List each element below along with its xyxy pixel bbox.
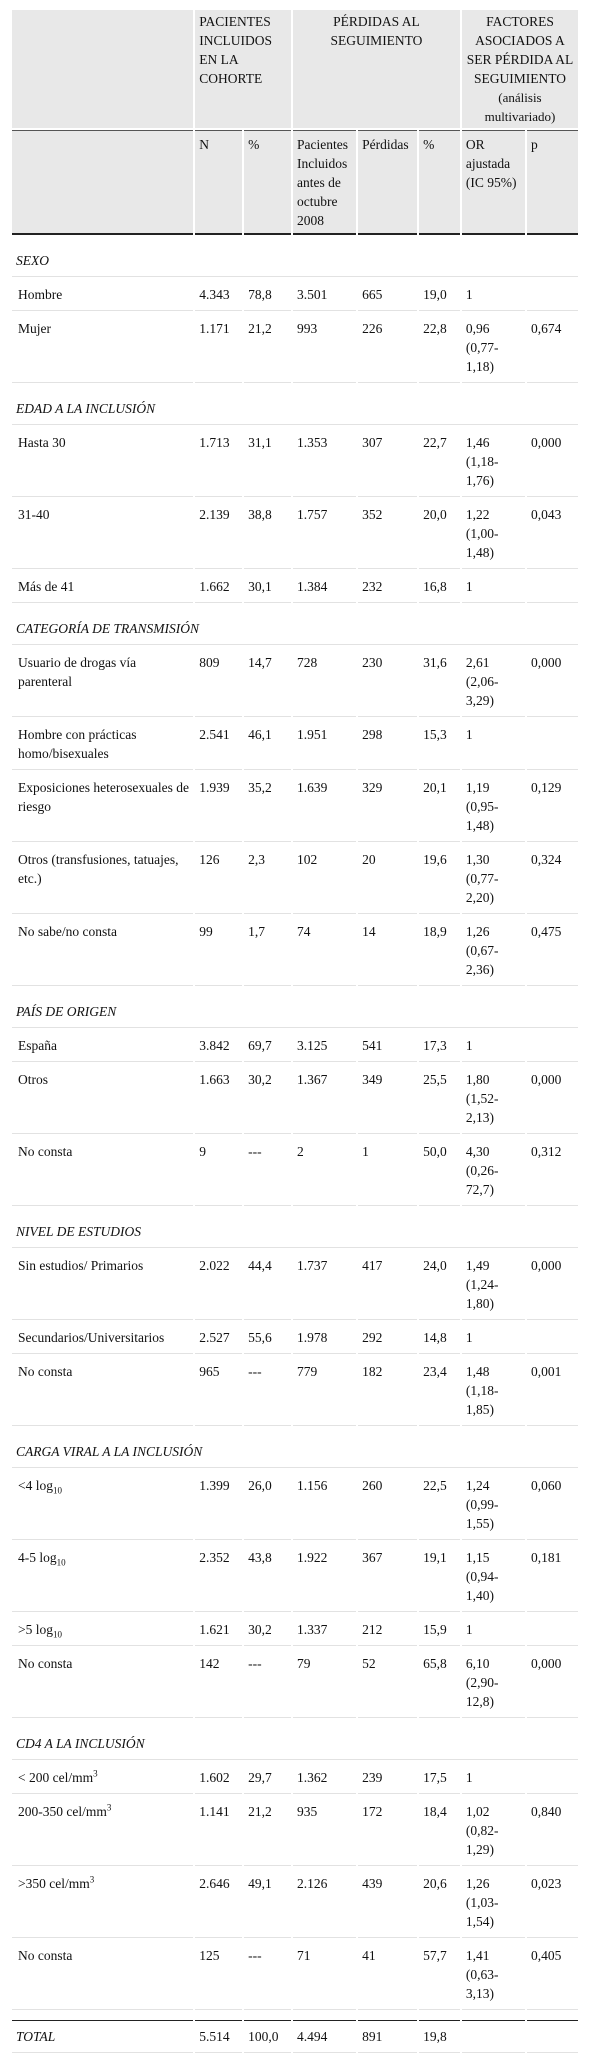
cell-n: 2.352 — [195, 1542, 242, 1612]
cell-p: 0,129 — [527, 772, 578, 842]
gap-cell — [12, 2012, 578, 2018]
cell-n: 2.527 — [195, 1322, 242, 1354]
cell-pct: 38,8 — [244, 499, 291, 569]
table-row — [12, 1762, 578, 1794]
cell-pct2: 15,3 — [419, 719, 460, 770]
total-pct: 100,0 — [244, 2020, 291, 2053]
row-label-superscript: 3 — [93, 1768, 98, 1779]
cell-included: 1.951 — [293, 719, 356, 770]
total-label: TOTAL — [12, 2020, 193, 2053]
cell-losses: 20 — [358, 844, 417, 914]
cell-included: 1.337 — [293, 1614, 356, 1646]
table-row — [12, 1940, 578, 2010]
cell-n: 1.171 — [195, 313, 242, 383]
cell-losses: 230 — [358, 647, 417, 717]
cell-included: 779 — [293, 1356, 356, 1426]
cell-included: 3.125 — [293, 1030, 356, 1062]
cell-losses: 41 — [358, 1940, 417, 2010]
cell-losses: 298 — [358, 719, 417, 770]
header-factors-main: FACTORES ASOCIADOS A SER PÉRDIDA AL SEGUIMIENTO — [466, 14, 574, 86]
cell-pct: 46,1 — [244, 719, 291, 770]
total-row — [12, 2020, 578, 2053]
section-title: CARGA VIRAL A LA INCLUSIÓN — [12, 1436, 578, 1468]
cell-n: 1.939 — [195, 772, 242, 842]
section-title: EDAD A LA INCLUSIÓN — [12, 393, 578, 425]
row-label-subscript: 10 — [53, 1485, 62, 1496]
cell-or: 1 — [462, 1762, 525, 1794]
cell-p: 0,312 — [527, 1136, 578, 1206]
table-row — [12, 279, 578, 311]
row-label: No consta — [12, 1940, 193, 2010]
section-title: CATEGORÍA DE TRANSMISIÓN — [12, 613, 578, 645]
cell-pct: 14,7 — [244, 647, 291, 717]
cell-pct: 1,7 — [244, 916, 291, 986]
row-label: Hasta 30 — [12, 427, 193, 497]
cell-pct: 2,3 — [244, 844, 291, 914]
table-row — [12, 772, 578, 842]
cell-n: 125 — [195, 1940, 242, 2010]
cell-losses: 439 — [358, 1868, 417, 1938]
cell-pct2: 14,8 — [419, 1322, 460, 1354]
cell-or: 1,80 (1,52-2,13) — [462, 1064, 525, 1134]
cell-pct2: 19,1 — [419, 1542, 460, 1612]
cell-included: 1.353 — [293, 427, 356, 497]
section-title-row — [12, 393, 578, 425]
table-row — [12, 1322, 578, 1354]
cell-losses: 367 — [358, 1542, 417, 1612]
cell-included: 1.757 — [293, 499, 356, 569]
cell-or: 1,02 (0,82-1,29) — [462, 1796, 525, 1866]
cell-pct2: 18,9 — [419, 916, 460, 986]
cell-included: 728 — [293, 647, 356, 717]
cell-included: 1.156 — [293, 1470, 356, 1540]
cell-or: 1 — [462, 279, 525, 311]
cell-pct: --- — [244, 1648, 291, 1718]
cell-n: 126 — [195, 844, 242, 914]
row-label: Otros (transfusiones, tatuajes, etc.) — [12, 844, 193, 914]
row-label: Exposiciones heterosexuales de riesgo — [12, 772, 193, 842]
row-label: No sabe/no consta — [12, 916, 193, 986]
cell-losses: 292 — [358, 1322, 417, 1354]
section-title-row — [12, 1216, 578, 1248]
header-group-row — [12, 10, 578, 128]
header-cohort: PACIENTES INCLUIDOS EN LA COHORTE — [195, 10, 291, 128]
cell-p: 0,000 — [527, 1648, 578, 1718]
row-label: < 200 cel/$mm^3$ — [12, 1762, 193, 1794]
cell-included: 993 — [293, 313, 356, 383]
header-corner — [12, 10, 193, 128]
cell-or: 1,26 (0,67-2,36) — [462, 916, 525, 986]
cell-n: 809 — [195, 647, 242, 717]
cell-included: 1.922 — [293, 1542, 356, 1612]
cell-or: 1,19 (0,95-1,48) — [462, 772, 525, 842]
cell-pct: 26,0 — [244, 1470, 291, 1540]
cell-p: 0,324 — [527, 844, 578, 914]
cell-p: 0,475 — [527, 916, 578, 986]
cell-p: 0,000 — [527, 1250, 578, 1320]
row-label: España — [12, 1030, 193, 1062]
cell-pct2: 22,8 — [419, 313, 460, 383]
section-title-row — [12, 1728, 578, 1760]
cell-losses: 541 — [358, 1030, 417, 1062]
section-title: PAÍS DE ORIGEN — [12, 996, 578, 1028]
table-row — [12, 916, 578, 986]
cell-losses: 212 — [358, 1614, 417, 1646]
row-label: Secundarios/Universitarios — [12, 1322, 193, 1354]
cell-or: 1,22 (1,00-1,48) — [462, 499, 525, 569]
cell-n: 2.022 — [195, 1250, 242, 1320]
total-included: 4.494 — [293, 2020, 356, 2053]
cell-pct: 55,6 — [244, 1322, 291, 1354]
cell-losses: 1 — [358, 1136, 417, 1206]
cell-included: 74 — [293, 916, 356, 986]
cell-pct2: 65,8 — [419, 1648, 460, 1718]
cell-or: 1 — [462, 1322, 525, 1354]
cell-or: 1,26 (1,03-1,54) — [462, 1868, 525, 1938]
cell-included: 1.362 — [293, 1762, 356, 1794]
cell-pct: 43,8 — [244, 1542, 291, 1612]
table-row — [12, 313, 578, 383]
cell-n: 2.646 — [195, 1868, 242, 1938]
cell-pct: 30,2 — [244, 1614, 291, 1646]
cell-losses: 307 — [358, 427, 417, 497]
row-label-subscript: 10 — [53, 1629, 62, 1640]
section-gap — [12, 2012, 578, 2018]
cell-losses: 232 — [358, 571, 417, 603]
cell-or: 4,30 (0,26-72,7) — [462, 1136, 525, 1206]
header-sub-pct: % — [244, 130, 291, 235]
table-row — [12, 1136, 578, 1206]
header-factors-sub: (análisis multivariado) — [484, 90, 556, 124]
table-row — [12, 844, 578, 914]
cell-or: 1 — [462, 1614, 525, 1646]
cell-pct: 30,1 — [244, 571, 291, 603]
table-row — [12, 499, 578, 569]
cell-pct: 30,2 — [244, 1064, 291, 1134]
cell-pct2: 24,0 — [419, 1250, 460, 1320]
cell-losses: 52 — [358, 1648, 417, 1718]
total-pct2: 19,8 — [419, 2020, 460, 2053]
cell-p: 0,043 — [527, 499, 578, 569]
gap-cell — [12, 605, 578, 611]
gap-cell — [12, 988, 578, 994]
cell-pct2: 17,3 — [419, 1030, 460, 1062]
total-or — [462, 2020, 525, 2053]
cell-p — [527, 571, 578, 603]
cell-p: 0,000 — [527, 1064, 578, 1134]
cell-or: 1,41 (0,63-3,13) — [462, 1940, 525, 2010]
table-row — [12, 1868, 578, 1938]
table-row — [12, 647, 578, 717]
cell-or: 1,48 (1,18-1,85) — [462, 1356, 525, 1426]
header-sub-or: OR ajustada (IC 95%) — [462, 130, 525, 235]
row-label-superscript: 3 — [89, 1874, 95, 1885]
cell-or: 1,24 (0,99-1,55) — [462, 1470, 525, 1540]
total-p — [527, 2020, 578, 2053]
cell-or: 1,46 (1,18-1,76) — [462, 427, 525, 497]
cell-pct2: 20,1 — [419, 772, 460, 842]
cell-pct2: 20,0 — [419, 499, 460, 569]
gap-cell — [12, 1428, 578, 1434]
cell-pct2: 23,4 — [419, 1356, 460, 1426]
table-row — [12, 427, 578, 497]
cell-p — [527, 1614, 578, 1646]
cell-n: 1.621 — [195, 1614, 242, 1646]
header-sub-p: p — [527, 130, 578, 235]
section-title: SEXO — [12, 245, 578, 277]
cell-n: 1.141 — [195, 1796, 242, 1866]
cell-or: 1 — [462, 571, 525, 603]
cell-pct: 44,4 — [244, 1250, 291, 1320]
header-sub-corner — [12, 130, 193, 235]
cell-n: 1.713 — [195, 427, 242, 497]
cell-losses: 352 — [358, 499, 417, 569]
cell-included: 2 — [293, 1136, 356, 1206]
cell-pct2: 22,5 — [419, 1470, 460, 1540]
row-label: <4 $\log_{10}$ — [12, 1470, 193, 1540]
section-gap — [12, 237, 578, 243]
row-label-superscript: 3 — [106, 1802, 112, 1813]
table-row — [12, 571, 578, 603]
cell-p: 0,023 — [527, 1868, 578, 1938]
cell-included: 102 — [293, 844, 356, 914]
section-title: NIVEL DE ESTUDIOS — [12, 1216, 578, 1248]
cell-included: 1.384 — [293, 571, 356, 603]
section-title: CD4 A LA INCLUSIÓN — [12, 1728, 578, 1760]
cell-included: 935 — [293, 1796, 356, 1866]
table-row — [12, 1542, 578, 1612]
cell-p — [527, 279, 578, 311]
cell-n: 9 — [195, 1136, 242, 1206]
cell-pct2: 31,6 — [419, 647, 460, 717]
cell-included: 1.978 — [293, 1322, 356, 1354]
cell-n: 965 — [195, 1356, 242, 1426]
table-row — [12, 719, 578, 770]
row-label: 200-350 cel/$mm^3$ — [12, 1796, 193, 1866]
cell-losses: 226 — [358, 313, 417, 383]
cell-pct2: 22,7 — [419, 427, 460, 497]
cell-or: 2,61 (2,06-3,29) — [462, 647, 525, 717]
cell-pct: --- — [244, 1940, 291, 2010]
cell-pct: 69,7 — [244, 1030, 291, 1062]
cell-n: 1.602 — [195, 1762, 242, 1794]
cell-included: 79 — [293, 1648, 356, 1718]
cell-n: 3.842 — [195, 1030, 242, 1062]
cell-pct2: 19,6 — [419, 844, 460, 914]
cell-included: 2.126 — [293, 1868, 356, 1938]
section-gap — [12, 988, 578, 994]
section-gap — [12, 605, 578, 611]
header-factors — [462, 10, 578, 128]
cell-pct: 29,7 — [244, 1762, 291, 1794]
cell-pct2: 20,6 — [419, 1868, 460, 1938]
cell-p: 0,000 — [527, 427, 578, 497]
cell-pct2: 16,8 — [419, 571, 460, 603]
table-row — [12, 1250, 578, 1320]
cell-pct2: 25,5 — [419, 1064, 460, 1134]
row-label: No consta — [12, 1136, 193, 1206]
cell-pct: 35,2 — [244, 772, 291, 842]
cell-included: 1.737 — [293, 1250, 356, 1320]
row-label: No consta — [12, 1356, 193, 1426]
header-sub-row — [12, 130, 578, 235]
cell-n: 1.399 — [195, 1470, 242, 1540]
cell-n: 142 — [195, 1648, 242, 1718]
cell-included: 1.639 — [293, 772, 356, 842]
row-label-subscript: 10 — [56, 1557, 66, 1568]
gap-cell — [12, 1720, 578, 1726]
cell-pct: 31,1 — [244, 427, 291, 497]
cell-losses: 417 — [358, 1250, 417, 1320]
section-title-row — [12, 613, 578, 645]
cell-losses: 239 — [358, 1762, 417, 1794]
row-label: Hombre — [12, 279, 193, 311]
table-body — [12, 237, 578, 2053]
total-n: 5.514 — [195, 2020, 242, 2053]
section-gap — [12, 1720, 578, 1726]
header-sub-losses: Pérdidas — [358, 130, 417, 235]
cell-p — [527, 1322, 578, 1354]
row-label: Hombre con prácticas homo/bisexuales — [12, 719, 193, 770]
gap-cell — [12, 385, 578, 391]
cell-losses: 14 — [358, 916, 417, 986]
cell-losses: 329 — [358, 772, 417, 842]
cell-p: 0,181 — [527, 1542, 578, 1612]
cell-n: 2.541 — [195, 719, 242, 770]
header-sub-included: Pacientes Incluidos antes de octubre 2008 — [293, 130, 356, 235]
cell-included: 3.501 — [293, 279, 356, 311]
cell-included: 1.367 — [293, 1064, 356, 1134]
table-row — [12, 1064, 578, 1134]
row-label: Otros — [12, 1064, 193, 1134]
row-label: 31-40 — [12, 499, 193, 569]
cell-p: 0,060 — [527, 1470, 578, 1540]
row-label: No consta — [12, 1648, 193, 1718]
cell-p: 0,405 — [527, 1940, 578, 2010]
row-label: 4-5 $\log_{10}$ — [12, 1542, 193, 1612]
cell-pct: 78,8 — [244, 279, 291, 311]
cell-p: 0,001 — [527, 1356, 578, 1426]
cell-pct2: 57,7 — [419, 1940, 460, 2010]
cell-n: 2.139 — [195, 499, 242, 569]
cell-p — [527, 1762, 578, 1794]
cell-losses: 172 — [358, 1796, 417, 1866]
table-row — [12, 1356, 578, 1426]
cell-or: 1 — [462, 1030, 525, 1062]
cell-pct2: 15,9 — [419, 1614, 460, 1646]
table-row — [12, 1614, 578, 1646]
cell-or: 0,96 (0,77-1,18) — [462, 313, 525, 383]
row-label: Más de 41 — [12, 571, 193, 603]
cell-p: 0,840 — [527, 1796, 578, 1866]
cell-p: 0,000 — [527, 647, 578, 717]
cell-pct: 21,2 — [244, 313, 291, 383]
cell-or: 1 — [462, 719, 525, 770]
table-row — [12, 1648, 578, 1718]
table-row — [12, 1470, 578, 1540]
cell-p: 0,674 — [527, 313, 578, 383]
section-gap — [12, 1208, 578, 1214]
cell-p — [527, 1030, 578, 1062]
section-gap — [12, 385, 578, 391]
cell-pct2: 18,4 — [419, 1796, 460, 1866]
section-title-row — [12, 1436, 578, 1468]
row-label: Sin estudios/ Primarios — [12, 1250, 193, 1320]
cell-pct2: 17,5 — [419, 1762, 460, 1794]
header-sub-n: N — [195, 130, 242, 235]
header-losses: PÉRDIDAS AL SEGUIMIENTO — [293, 10, 460, 128]
cell-pct2: 19,0 — [419, 279, 460, 311]
row-label: >350 cel/$mm^3$ — [12, 1868, 193, 1938]
section-title-row — [12, 245, 578, 277]
cell-losses: 665 — [358, 279, 417, 311]
total-losses: 891 — [358, 2020, 417, 2053]
cell-n: 1.662 — [195, 571, 242, 603]
cell-n: 1.663 — [195, 1064, 242, 1134]
table-row — [12, 1030, 578, 1062]
cell-or: 1,15 (0,94-1,40) — [462, 1542, 525, 1612]
cell-losses: 349 — [358, 1064, 417, 1134]
header-sub-pct2: % — [419, 130, 460, 235]
cell-or: 1,49 (1,24-1,80) — [462, 1250, 525, 1320]
cell-p — [527, 719, 578, 770]
cell-losses: 260 — [358, 1470, 417, 1540]
cell-pct2: 50,0 — [419, 1136, 460, 1206]
cell-pct: --- — [244, 1356, 291, 1426]
cohort-table — [10, 8, 580, 2055]
table-row — [12, 1796, 578, 1866]
gap-cell — [12, 1208, 578, 1214]
cell-losses: 182 — [358, 1356, 417, 1426]
cell-pct: 49,1 — [244, 1868, 291, 1938]
section-title-row — [12, 996, 578, 1028]
gap-cell — [12, 237, 578, 243]
cell-pct: --- — [244, 1136, 291, 1206]
cell-pct: 21,2 — [244, 1796, 291, 1866]
cell-included: 71 — [293, 1940, 356, 2010]
cell-or: 6,10 (2,90-12,8) — [462, 1648, 525, 1718]
section-gap — [12, 1428, 578, 1434]
row-label: Mujer — [12, 313, 193, 383]
row-label: >5 $\log_{10}$ — [12, 1614, 193, 1646]
row-label: Usuario de drogas vía parenteral — [12, 647, 193, 717]
cell-n: 4.343 — [195, 279, 242, 311]
cell-n: 99 — [195, 916, 242, 986]
cell-or: 1,30 (0,77-2,20) — [462, 844, 525, 914]
